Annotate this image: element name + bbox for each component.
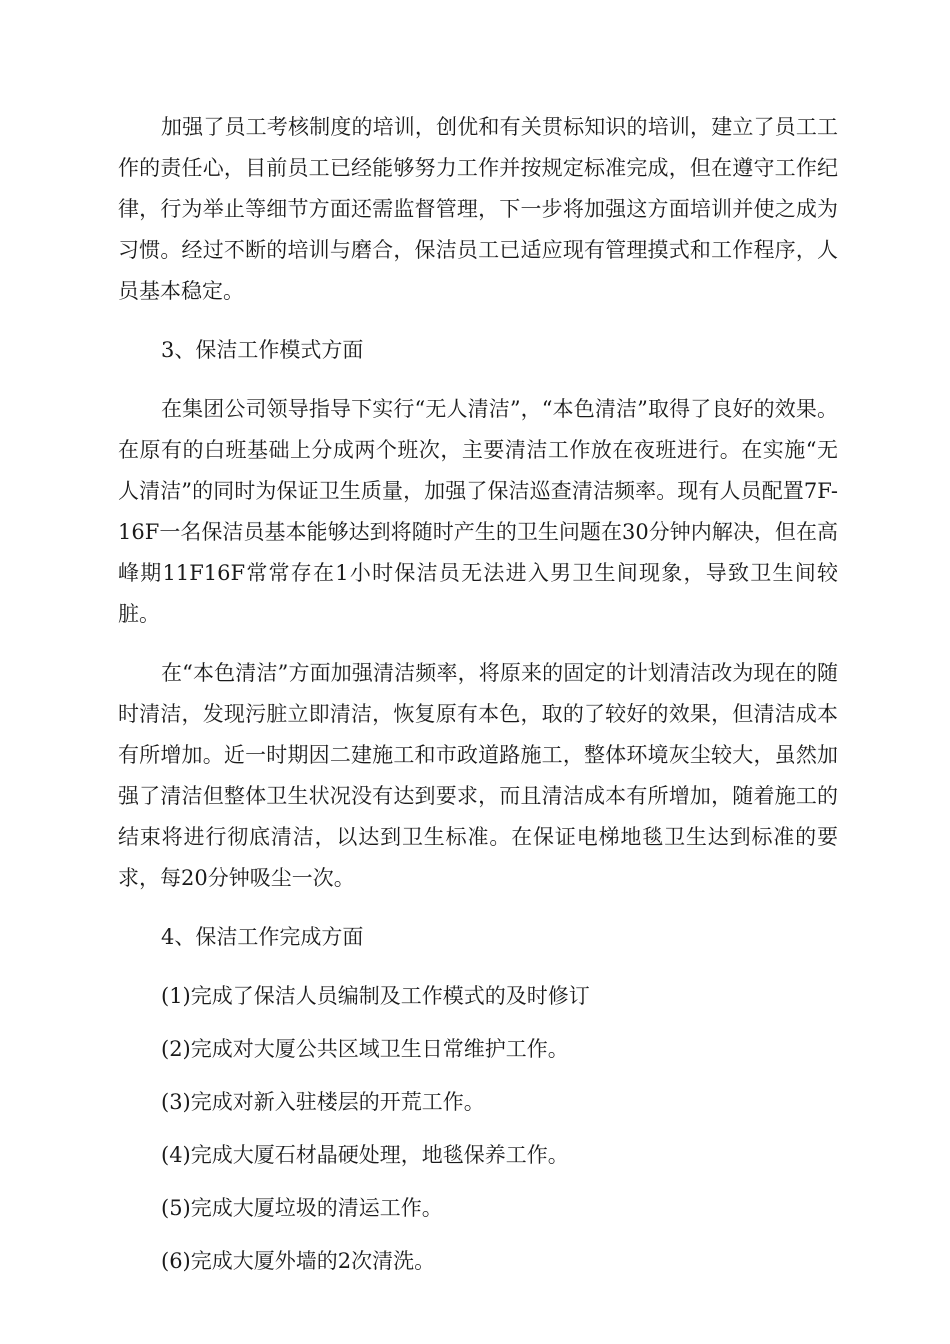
list-item: (6)完成大厦外墙的2次清洗。 [161,1249,436,1273]
paragraph-training: 加强了员工考核制度的培训，创优和有关贯标知识的培训，建立了员工工作的责任心，目前员工已经能够努力工作并按规定标准完成，但在遵守工作纪律，行为举止等细节方面还需监督管理，下一步将加强这方面培训并使之成为习惯。经过不断的培训与磨合，保洁员工已适应现有管理摸式和工作程序，人员基本稳定。 [118,115,838,303]
list-item: (4)完成大厦石材晶硬处理，地毯保养工作。 [161,1143,569,1167]
section-heading-completion: 4、保洁工作完成方面 [161,925,364,949]
list-item: (5)完成大厦垃圾的清运工作。 [161,1196,443,1220]
paragraph-natural-cleaning: 在“本色清洁”方面加强清洁频率，将原来的固定的计划清洁改为现在的随时清洁，发现污脏立即清洁，恢复原有本色，取的了较好的效果，但清洁成本有所增加。近一时期因二建施工和市政道路施工，整体环境灰尘较大，虽然加强了清洁但整体卫生状况没有达到要求，而且清洁成本有所增加，随着施工的结束将进行彻底清洁，以达到卫生标准。在保证电梯地毯卫生达到标准的要求，每20分钟吸尘一次。 [118,661,838,890]
paragraph-unmanned-cleaning: 在集团公司领导指导下实行“无人清洁”，“本色清洁”取得了良好的效果。在原有的白班基础上分成两个班次，主要清洁工作放在夜班进行。在实施“无人清洁”的同时为保证卫生质量，加强了保洁巡查清洁频率。现有人员配置7F-16F一名保洁员基本能够达到将随时产生的卫生问题在30分钟内解决，但在高峰期11F16F常常存在1小时保洁员无法进入男卫生间现象，导致卫生间较脏。 [118,397,838,626]
list-item: (3)完成对新入驻楼层的开荒工作。 [161,1090,485,1114]
document-page [118,107,838,1294]
list-item: (2)完成对大厦公共区域卫生日常维护工作。 [161,1037,569,1061]
section-heading-work-mode: 3、保洁工作模式方面 [161,338,364,362]
list-item: (1)完成了保洁人员编制及工作模式的及时修订 [161,984,590,1008]
